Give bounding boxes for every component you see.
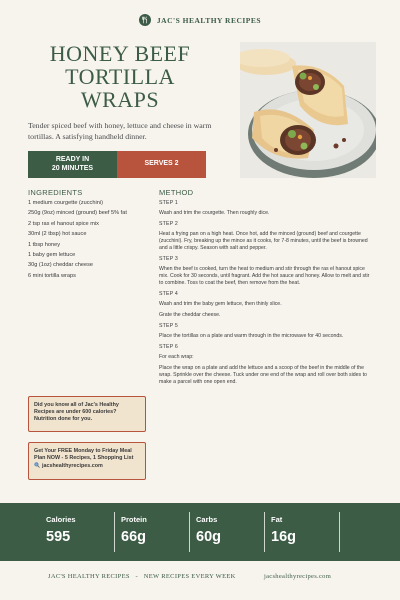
step-label: STEP 1 (159, 200, 178, 206)
ingredient-item: 1 tbsp honey (28, 241, 61, 248)
recipe-description: Tender spiced beef with honey, lettuce and cheese in warm tortillas. A satisfying handheld dinner. (28, 121, 212, 141)
nutrition-label: Calories (46, 515, 76, 524)
nutrition-protein (115, 512, 190, 552)
serves-badge: SERVES 2 (117, 151, 206, 178)
method-heading: METHOD (159, 188, 194, 197)
ingredient-item: 30ml (2 tbsp) hot sauce (28, 231, 87, 238)
ingredient-item: 1 medium courgette (zucchini) (28, 200, 103, 206)
ingredient-item: 2 tsp ras el hanout spice mix (28, 220, 99, 227)
ingredients-list (28, 200, 153, 283)
footer-tagline: JAC'S HEALTHY RECIPES - NEW RECIPES EVERY WEEK (48, 573, 236, 580)
calories-note: Did you know all of Jac's Healthy Recipes are under 600 calories? Nutrition done for you. (28, 396, 146, 432)
brand-name: JAC'S HEALTHY RECIPES (156, 15, 262, 25)
step-text: Place the wrap on a plate and add the lettuce and a scoop of the beef in the middle of the wrap. Sprinkle over the cheese. Tuck under one end of the wrap and roll over both sides to make a parcel with one open end. (159, 365, 367, 385)
ingredient-item: 30g (1oz) cheddar cheese (28, 262, 93, 269)
step-text: Grate the cheddar cheese. (159, 312, 221, 318)
nutrition-value: 66g (121, 529, 146, 545)
step-text: Place the tortillas on a plate and warm through in the microwave for 40 seconds. (159, 333, 344, 339)
nutrition-value: 16g (271, 529, 296, 545)
fork-knife-icon (139, 14, 151, 26)
nutrition-carbs (190, 512, 265, 552)
step-label: STEP 6 (159, 344, 178, 350)
nutrition-fat (265, 512, 340, 552)
method-steps (159, 200, 373, 390)
nutrition-label: Protein (121, 515, 147, 524)
recipe-photo (240, 42, 376, 178)
step-text: Wash and trim the baby gem lettuce, then thinly slice. (159, 301, 282, 307)
step-label: STEP 3 (159, 256, 178, 262)
ingredient-item: 1 baby gem lettuce (28, 251, 76, 258)
meal-plan-note (28, 442, 146, 480)
ready-time: 20 MINUTES (51, 164, 94, 172)
nutrition-label: Fat (271, 515, 283, 524)
ingredients-heading: INGREDIENTS (28, 188, 83, 197)
recipe-badges (28, 151, 206, 178)
meal-plan-link[interactable] (34, 462, 140, 471)
ready-label: READY IN (55, 156, 90, 163)
meal-plan-url[interactable]: jacshealthyrecipes.com (42, 463, 103, 470)
ingredient-item: 6 mini tortilla wraps (28, 272, 76, 279)
ingredient-item: 250g (9oz) minced (ground) beef 5% fat (28, 210, 127, 217)
step-label: STEP 5 (159, 323, 178, 329)
footer-website-link[interactable]: jacshealthyrecipes.com (264, 573, 332, 580)
nutrition-value: 595 (46, 529, 71, 545)
site-header (0, 14, 400, 26)
step-text: Heat a frying pan on a high heat. Once hot, add the minced (ground) beef and courgette (zucchini). Fry, breaking up the mince as it cooks, for 7-8 minutes, until the beef is browned and a little crispy. Season with salt and pepper. (159, 231, 368, 251)
search-icon (34, 462, 40, 471)
step-text: Wash and trim the courgette. Then roughly dice. (159, 210, 270, 216)
recipe-title (28, 42, 212, 111)
title-line: TORTILLA (65, 64, 175, 89)
title-line: HONEY BEEF (49, 41, 191, 66)
meal-plan-text: Get Your FREE Monday to Friday Meal Plan NOW - 5 Recipes, 1 Shopping List (34, 448, 134, 462)
title-line: WRAPS (80, 87, 160, 112)
nutrition-value: 60g (196, 529, 221, 545)
nutrition-calories (40, 512, 115, 552)
nutrition-label: Carbs (196, 515, 218, 524)
step-label: STEP 2 (159, 221, 178, 227)
step-text: For each wrap: (159, 354, 194, 360)
step-label: STEP 4 (159, 291, 178, 297)
nutrition-bar (0, 503, 400, 561)
step-text: When the beef is cooked, turn the heat to medium and stir through the ras el hanout spice mix. Cook for 30 seconds, until fragrant. Add the hot sauce and honey. Allow to melt and stir to combine. Toss to coat the beef, then remove from the heat. (159, 266, 370, 286)
ready-time-badge (28, 151, 117, 178)
